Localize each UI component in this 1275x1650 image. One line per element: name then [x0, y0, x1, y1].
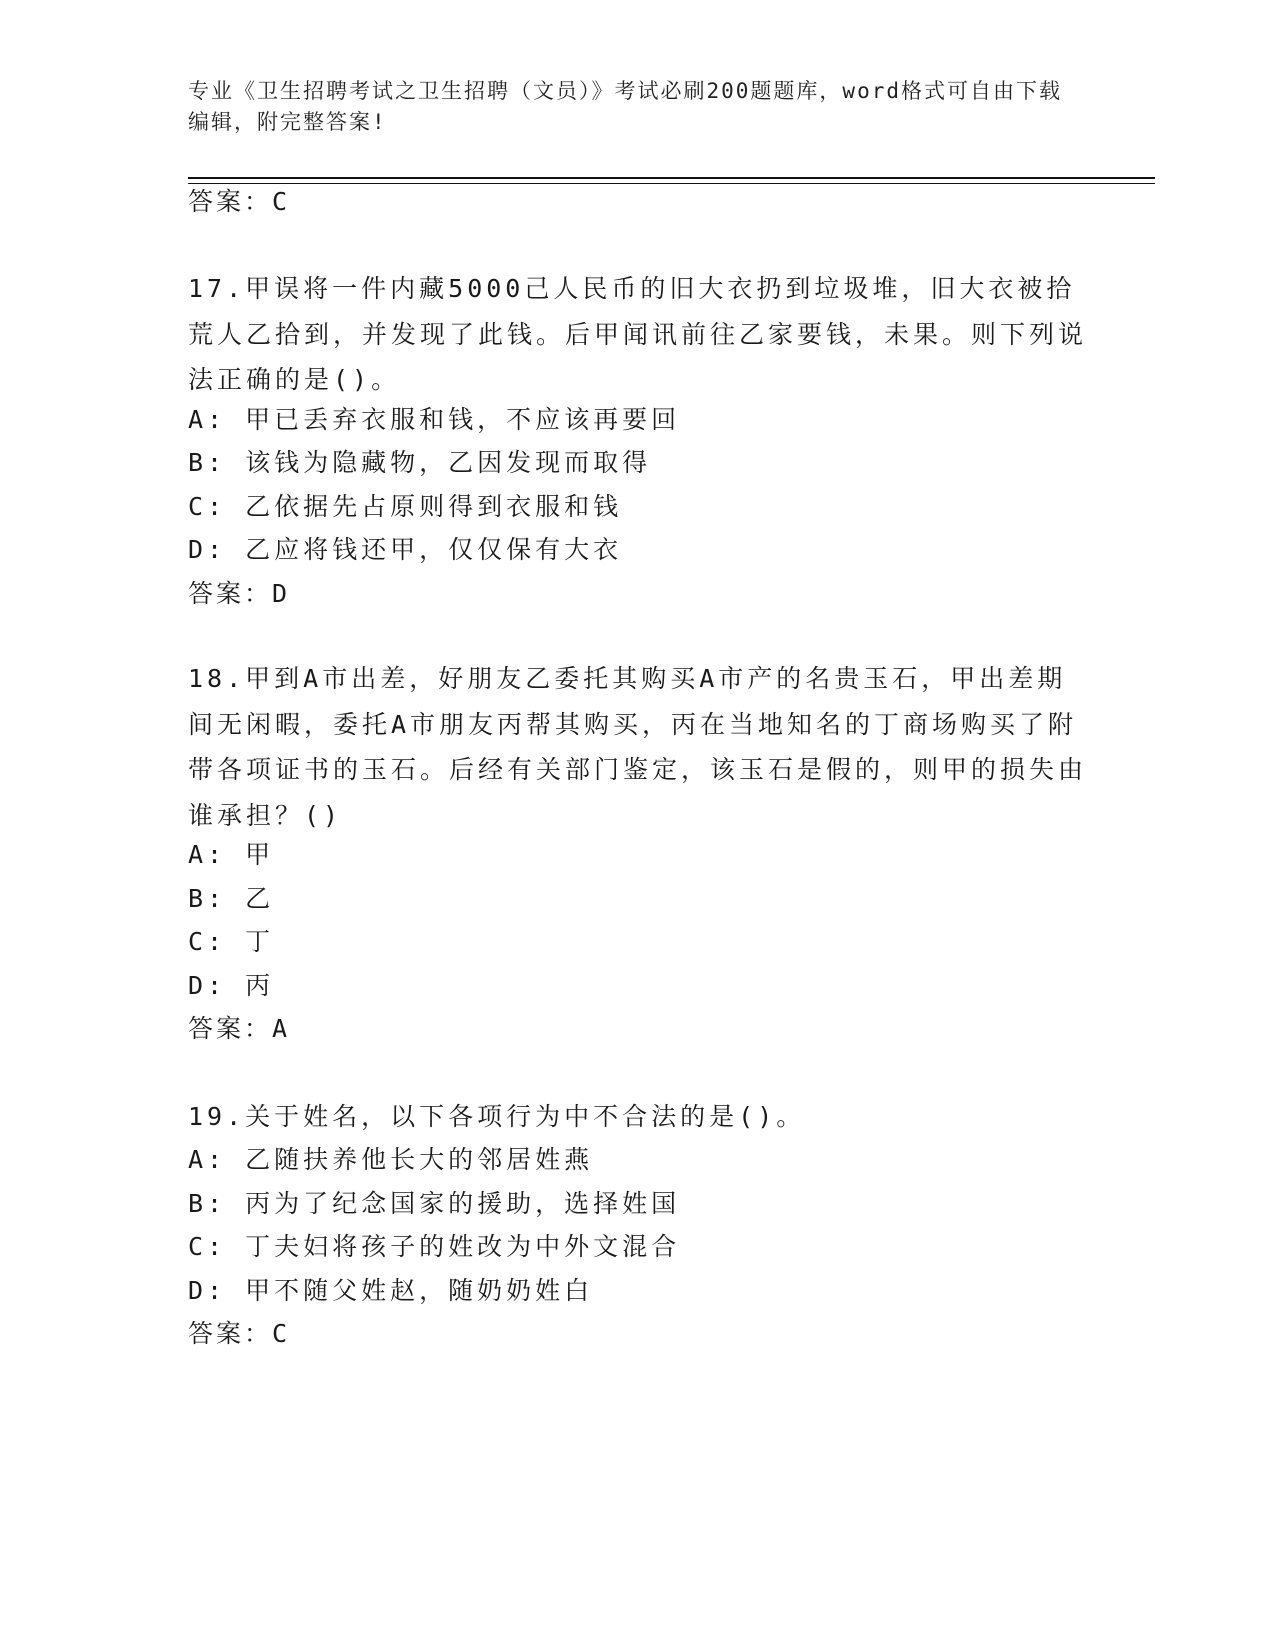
header-divider-thick [188, 177, 1155, 179]
question-19-option-a: A: 乙随扶养他长大的邻居姓燕 [188, 1145, 594, 1174]
previous-answer: 答案：C [188, 187, 291, 216]
question-19-option-b: B: 丙为了纪念国家的援助，选择姓国 [188, 1189, 681, 1218]
question-19-option-d: D: 甲不随父姓赵，随奶奶姓白 [188, 1276, 594, 1305]
question-18-text: 18.甲到A市出差，好朋友乙委托其购买A市产的名贵玉石，甲出差期间无闲暇，委托A市朋友丙帮其购买，丙在当地知名的丁商场购买了附带各项证书的玉石。后经有关部门鉴定，该玉石是假的，则甲的损失由谁承担？() [188, 664, 1088, 830]
question-17-option-b: B: 该钱为隐藏物，乙因发现而取得 [188, 448, 652, 477]
question-18-option-d: D: 丙 [188, 971, 275, 1000]
question-18-option-c: C: 丁 [188, 927, 275, 956]
question-19-text: 19.关于姓名，以下各项行为中不合法的是()。 [188, 1102, 806, 1131]
question-17-option-a: A: 甲已丢弃衣服和钱，不应该再要回 [188, 405, 681, 434]
question-19-answer: 答案：C [188, 1319, 291, 1348]
question-18-answer: 答案：A [188, 1014, 291, 1043]
question-17-option-c: C: 乙依据先占原则得到衣服和钱 [188, 492, 623, 521]
header-divider-thin [188, 183, 1155, 184]
question-17-option-d: D: 乙应将钱还甲，仅仅保有大衣 [188, 535, 623, 564]
question-18-option-a: A: 甲 [188, 840, 275, 869]
question-17-text: 17.甲误将一件内藏5000己人民币的旧大衣扔到垃圾堆，旧大衣被拾荒人乙拾到，并发现了此钱。后甲闻讯前往乙家要钱，未果。则下列说法正确的是()。 [188, 274, 1088, 394]
question-19-option-c: C: 丁夫妇将孩子的姓改为中外文混合 [188, 1232, 681, 1261]
question-18-option-b: B: 乙 [188, 884, 275, 913]
question-17-answer: 答案：D [188, 579, 291, 608]
document-header: 专业《卫生招聘考试之卫生招聘（文员）》考试必刷200题题库，word格式可自由下载编辑，附完整答案! [188, 79, 1062, 134]
